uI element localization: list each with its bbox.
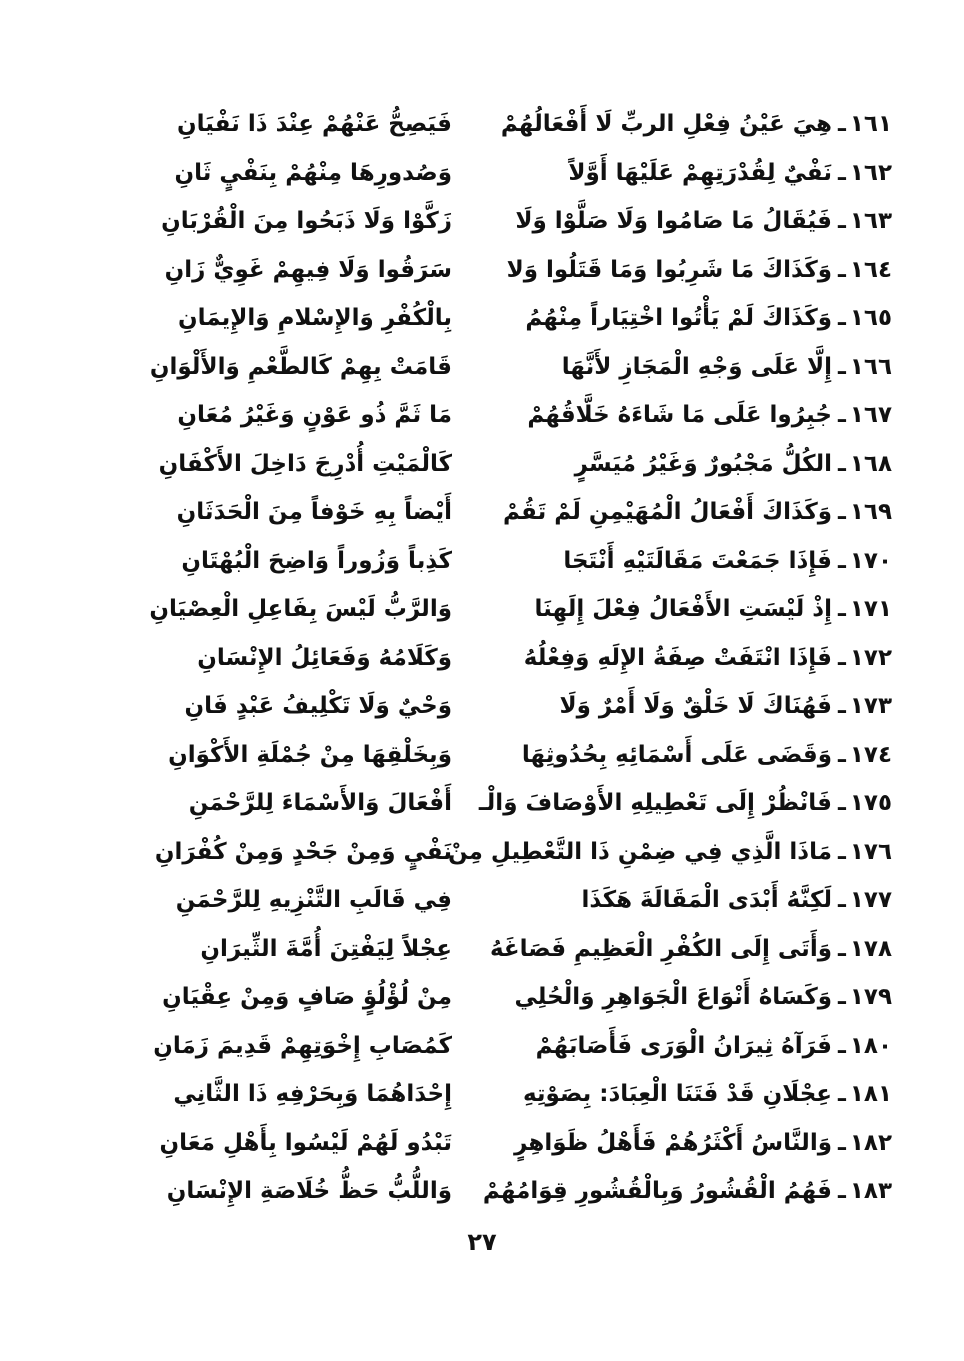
poem-verses — [72, 100, 892, 1216]
verse-number: ١٧١ — [849, 596, 892, 623]
verse-number: ١٧٧ — [849, 887, 892, 914]
verse-first-text: وَكَذَاكَ أَفْعَالُ الْمُهَيْمِنِ لَمْ تَقُمْ — [503, 499, 832, 526]
verse-number: ١٧٢ — [849, 644, 892, 671]
verse-row — [72, 197, 892, 246]
verse-number: ١٦٧ — [849, 402, 892, 429]
verse-second-hemistich: كَذِباً وَزُوراً وَاضِحَ الْبُهْتَانِ — [181, 547, 452, 574]
verse-dash: ـ — [838, 353, 846, 380]
verse-row — [72, 343, 892, 392]
verse-second-hemistich: كَالْمَيْتِ أُدْرِجَ دَاخِلَ الأَكْفَانِ — [158, 450, 452, 477]
verse-second-hemistich: مَا ثَمَّ ذُو عَوْنٍ وَغَيْرُ مُعَانِ — [177, 402, 452, 429]
verse-first-hemistich — [497, 1130, 892, 1156]
verse-first-hemistich — [497, 742, 892, 768]
verse-dash: ـ — [838, 984, 846, 1011]
verse-dash: ـ — [838, 1081, 846, 1108]
verse-dash: ـ — [838, 159, 846, 186]
verse-row — [72, 585, 892, 634]
verse-first-text: نَفْيٌ لِقُدْرَتِهِمْ عَلَيْهَا أَوَّلاً — [568, 159, 832, 186]
verse-first-hemistich — [497, 451, 892, 477]
verse-number: ١٦٢ — [849, 159, 892, 186]
verse-number: ١٦٥ — [849, 305, 892, 332]
verse-row — [72, 973, 892, 1022]
verse-number: ١٧٨ — [849, 935, 892, 962]
verse-dash: ـ — [838, 790, 846, 817]
verse-second-hemistich: إِحْدَاهُمَا وَبِحَرْفِهِ ذَا الثَّانِي — [173, 1081, 452, 1108]
verse-row — [72, 925, 892, 974]
verse-number: ١٨٢ — [849, 1129, 892, 1156]
verse-number: ١٧٦ — [849, 838, 892, 865]
verse-number: ١٨١ — [849, 1081, 892, 1108]
verse-first-text: فَانْظُرْ إِلَى تَعْطِيلِهِ الأَوْصَافَ وَالْـ — [478, 790, 832, 817]
verse-number: ١٨٣ — [849, 1178, 892, 1205]
verse-first-text: عِجْلَانِ قَدْ فَتَنَا الْعِبَادَ: بِصَوْتِهِ — [522, 1081, 832, 1108]
verse-second-hemistich: وَبِخَلْقِهَا مِنْ جُمْلَةِ الأَكْوَانِ — [168, 741, 452, 768]
verse-dash: ـ — [838, 1032, 846, 1059]
verse-first-text: فَإِذَا انْتَفَتْ صِفَةُ الإِلَهِ وَفِعْلُهُ — [523, 644, 832, 671]
verse-first-hemistich — [497, 402, 892, 428]
verse-first-text: لَكِنَّهُ أَبْدَى الْمَقَالَةَ هَكَذَا — [581, 887, 832, 914]
verse-dash: ـ — [838, 887, 846, 914]
verse-first-text: فَهُمُ الْقُشُورُ وَبِالْقُشُورِ قِوَامُهُمْ — [482, 1178, 832, 1205]
verse-first-hemistich — [497, 693, 892, 719]
verse-first-text: فَهُنَاكَ لَا خَلْقٌ وَلَا أَمْرٌ وَلَا — [559, 693, 832, 720]
verse-first-text: وَأَتَى إِلَى الكُفْرِ الْعَظِيمِ فَصَاغَهُ — [489, 935, 832, 962]
verse-second-hemistich: أَفْعَالَ وَالأَسْمَاءَ لِلرَّحْمَنِ — [188, 790, 452, 817]
verse-row — [72, 391, 892, 440]
verse-number: ١٦٤ — [849, 256, 892, 283]
verse-number: ١٧٩ — [849, 984, 892, 1011]
verse-dash: ـ — [838, 305, 846, 332]
verse-number: ١٧٣ — [849, 693, 892, 720]
verse-first-text: وَكَذَاكَ لَمْ يَأْتُوا اخْتِيَاراً مِنْهُمُ — [525, 305, 832, 332]
verse-second-hemistich: تَبْدُو لَهُمْ لَيْسُوا بِأَهْلِ مَعَانِ — [159, 1129, 452, 1156]
verse-row — [72, 294, 892, 343]
page-number: ٢٧ — [467, 1228, 497, 1256]
verse-second-hemistich: وَاللُّبُّ حَظُّ خُلَاصَةِ الإِنْسَانِ — [166, 1178, 452, 1205]
verse-first-hemistich — [497, 208, 892, 234]
verse-row — [72, 149, 892, 198]
verse-row — [72, 1022, 892, 1071]
verse-number: ١٦٩ — [849, 499, 892, 526]
verse-second-hemistich: وَالرَّبُّ لَيْسَ بِفَاعِلِ الْعِصْيَانِ — [149, 596, 452, 623]
verse-first-hemistich — [447, 838, 892, 865]
verse-dash: ـ — [838, 402, 846, 429]
verse-row — [72, 779, 892, 828]
verse-dash: ـ — [838, 838, 846, 865]
verse-first-hemistich — [497, 645, 892, 671]
verse-first-text: وَالنَّاسُ أَكْثَرُهُمْ فَأَهْلُ ظَوَاهِرٍ — [514, 1129, 832, 1156]
verse-second-hemistich: وَكَلَامُهُ وَفَعَائِلُ الإِنْسَانِ — [197, 644, 452, 671]
verse-first-text: فَيُقَالُ مَا صَامُوا وَلَا صَلَّوْا وَلَا — [515, 208, 832, 235]
verse-number: ١٦٨ — [849, 450, 892, 477]
verse-row — [72, 634, 892, 683]
verse-second-hemistich: نَفْيٍ وَمِنْ جَحْدٍ وَمِنْ كُفْرَانِ — [154, 838, 452, 865]
verse-second-hemistich: وَحْيٌ وَلَا تَكْلِيفُ عَبْدٍ فَانِ — [184, 693, 452, 720]
verse-row — [72, 1167, 892, 1216]
verse-first-hemistich — [497, 596, 892, 622]
verse-row — [72, 1119, 892, 1168]
verse-row — [72, 1070, 892, 1119]
verse-row — [72, 246, 892, 295]
verse-row — [72, 440, 892, 489]
verse-dash: ـ — [838, 741, 846, 768]
verse-first-text: وَكَسَاهُ أَنْوَاعَ الْجَوَاهِرِ وَالْحُلِي — [514, 984, 832, 1011]
verse-first-text: مَاذَا الَّذِي فِي ضِمْنِ ذَا التَّعْطِيلِ مِنْ — [447, 838, 832, 865]
verse-first-text: فَرَآهُ ثِيرَانُ الْوَرَى فَأَصَابَهُمْ — [535, 1032, 832, 1059]
verse-first-text: إِلَّا عَلَى وَجْهِ الْمَجَازِ لأَنَّهَا — [561, 353, 832, 380]
verse-second-hemistich: قَامَتْ بِهِمْ كَالطَّعْمِ وَالأَلْوَانِ — [149, 353, 452, 380]
verse-first-text: فَإِذَا جَمَعْتَ مَقَالَتَيْهِ أَنْتَجَا — [563, 547, 832, 574]
verse-dash: ـ — [838, 208, 846, 235]
verse-first-hemistich — [497, 111, 892, 137]
verse-dash: ـ — [838, 596, 846, 623]
verse-second-hemistich: فَيَصِحُّ عَنْهُمْ عِنْدَ ذَا نَفْيَانِ — [177, 111, 452, 138]
verse-first-text: وَكَذَاكَ مَا شَرِبُوا وَمَا قَتَلُوا وَلا — [506, 256, 832, 283]
verse-first-hemistich — [478, 790, 892, 817]
verse-first-text: وَقَضَى عَلَى أَسْمَائِهِ بِحُدُوثِهَا — [521, 741, 832, 768]
verse-dash: ـ — [838, 1178, 846, 1205]
verse-number: ١٦٣ — [849, 208, 892, 235]
verse-first-hemistich — [497, 499, 892, 525]
verse-second-hemistich: مِنْ لُؤْلُؤٍ صَافٍ وَمِنْ عِقْيَانِ — [162, 984, 452, 1011]
verse-dash: ـ — [838, 450, 846, 477]
verse-first-text: إِذْ لَيْسَتِ الأَفْعَالُ فِعْلَ إِلَهِنَا — [534, 596, 832, 623]
verse-dash: ـ — [838, 499, 846, 526]
verse-first-hemistich — [497, 887, 892, 913]
verse-row — [72, 731, 892, 780]
verse-row — [72, 100, 892, 149]
verse-first-hemistich — [497, 984, 892, 1010]
verse-dash: ـ — [838, 256, 846, 283]
verse-dash: ـ — [838, 693, 846, 720]
verse-dash: ـ — [838, 547, 846, 574]
verse-row — [72, 682, 892, 731]
verse-dash: ـ — [838, 935, 846, 962]
verse-second-hemistich: فِي قَالَبِ التَّنْزِيهِ لِلرَّحْمَنِ — [175, 887, 452, 914]
verse-second-hemistich: وَصُدورِهَا مِنْهُمْ بِنَفْيٍ ثَانِ — [174, 159, 452, 186]
verse-second-hemistich: عِجْلاً لِيَفْتِنَ أُمَّةَ الثِّيرَانِ — [200, 935, 452, 962]
verse-number: ١٨٠ — [849, 1032, 892, 1059]
verse-first-text: جُبِرُوا عَلَى مَا شَاءَهُ خَلَّاقُهُمْ — [527, 402, 832, 429]
verse-second-hemistich: زَكَّوْا وَلَا ذَبَحُوا مِنَ الْقُرْبَانِ — [161, 208, 452, 235]
verse-dash: ـ — [838, 1129, 846, 1156]
verse-dash: ـ — [838, 111, 846, 138]
verse-first-hemistich — [497, 305, 892, 331]
verse-first-hemistich — [497, 1033, 892, 1059]
verse-number: ١٦٦ — [849, 353, 892, 380]
verse-first-hemistich — [497, 1081, 892, 1107]
verse-second-hemistich: كَمُصَابِ إِخْوَتِهِمْ قَدِيمَ زَمَانِ — [153, 1032, 452, 1059]
verse-first-hemistich — [482, 1178, 892, 1205]
verse-first-hemistich — [497, 160, 892, 186]
verse-first-text: هِيَ عَيْنُ فِعْلِ الربِّ لَا أَفْعَالُهُمْ — [500, 111, 832, 138]
verse-row — [72, 537, 892, 586]
verse-second-hemistich: بِالْكُفْرِ وَالإِسْلامِ وَالإِيمَانِ — [177, 305, 452, 332]
verse-number: ١٧٠ — [849, 547, 892, 574]
verse-first-text: الكُلُّ مَجْبُورٌ وَغَيْرُ مُيَسَّرٍ — [574, 450, 832, 477]
verse-number: ١٦١ — [849, 111, 892, 138]
verse-dash: ـ — [838, 644, 846, 671]
verse-number: ١٧٤ — [849, 741, 892, 768]
verse-row — [72, 488, 892, 537]
verse-first-hemistich — [497, 354, 892, 380]
verse-row — [72, 828, 892, 877]
verse-second-hemistich: سَرَقُوا وَلَا فِيهِمْ غَوِيٌّ زَانِ — [164, 256, 452, 283]
verse-row — [72, 876, 892, 925]
verse-first-hemistich — [489, 935, 892, 962]
verse-second-hemistich: أَيْضاً بِهِ خَوْفاً مِنَ الْحَدَثَانِ — [176, 499, 452, 526]
verse-first-hemistich — [497, 548, 892, 574]
verse-first-hemistich — [497, 257, 892, 283]
verse-number: ١٧٥ — [849, 790, 892, 817]
